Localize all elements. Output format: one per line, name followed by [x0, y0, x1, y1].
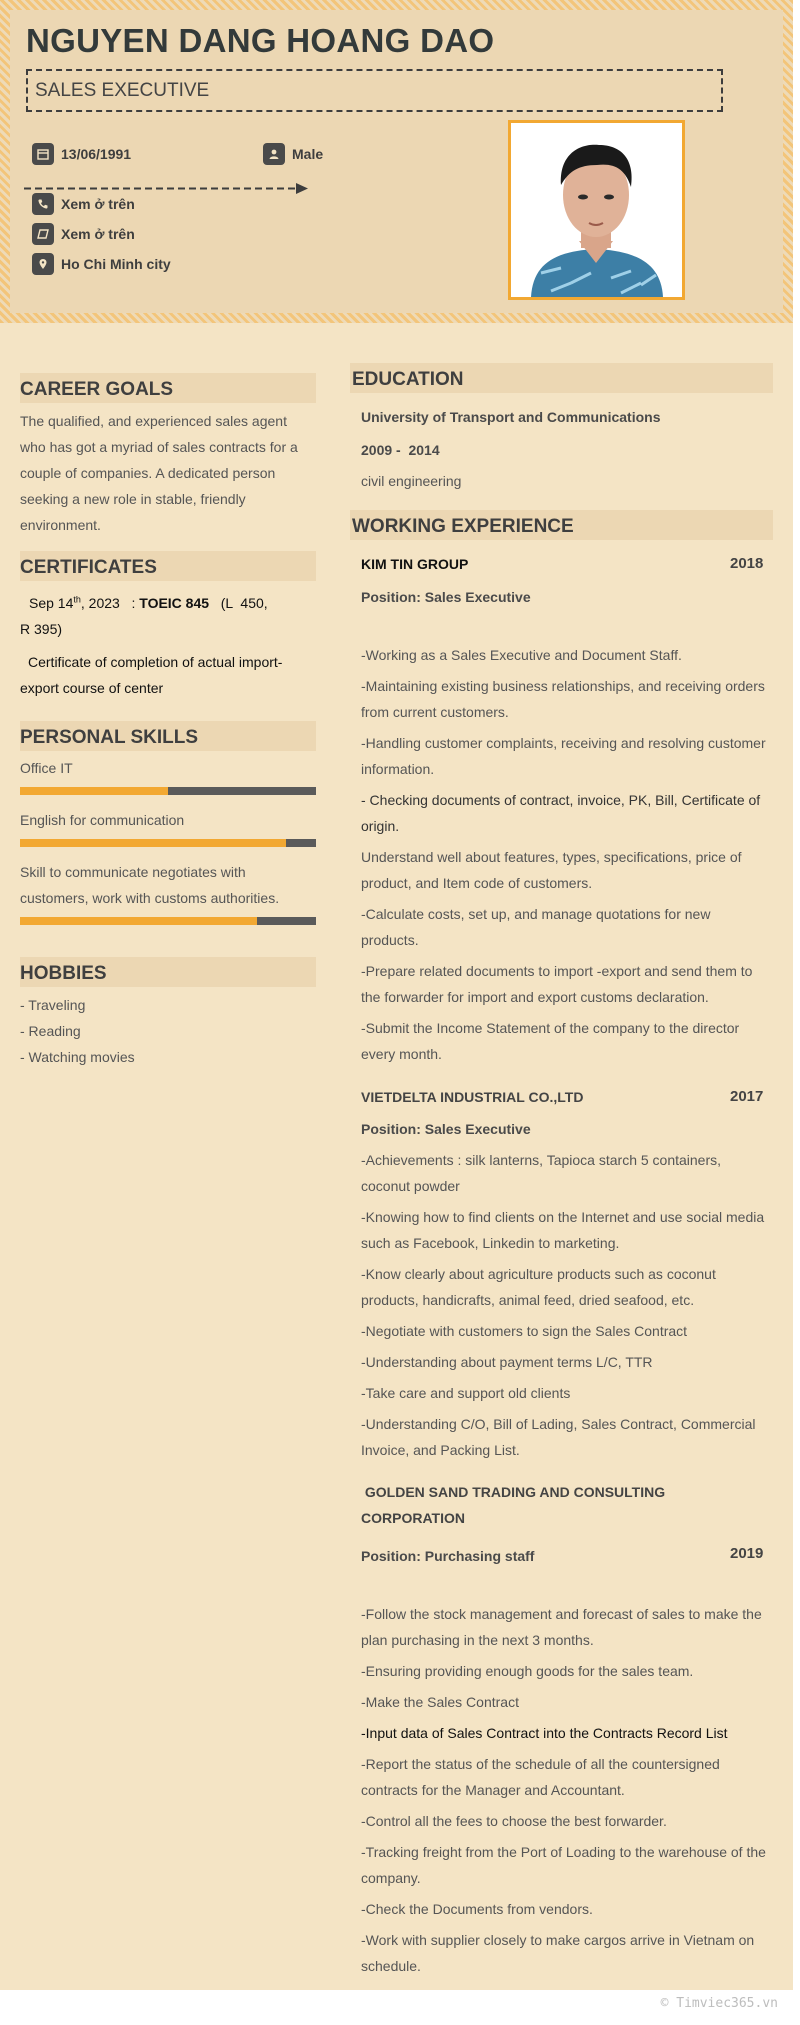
- skill-bar-fill: [20, 917, 257, 925]
- job-duty: -Ensuring providing enough goods for the sales team.: [361, 1663, 694, 1679]
- career-goals-text: The qualified, and experienced sales agent who has got a myriad of sales contracts for a couple of companies. A dedicated person seeking a new role in stable, friendly environment.: [20, 413, 298, 533]
- skill-label-negotiation: Skill to communicate negotiates with customers, work with customs authorities.: [20, 864, 280, 906]
- job-year: 2017: [730, 1088, 764, 1105]
- gender-row: [263, 143, 323, 165]
- job-duties: [361, 1147, 771, 1468]
- hobbies-heading: HOBBIES: [20, 957, 316, 987]
- job-company: VIETDELTA INDUSTRIAL CO.,LTD: [361, 1089, 584, 1105]
- birthdate-value: 13/06/1991: [61, 146, 132, 162]
- map-pin-icon: [32, 253, 54, 275]
- career-goals-heading: CAREER GOALS: [20, 373, 316, 403]
- education-major: civil engineering: [361, 473, 462, 489]
- job-duty: -Report the status of the schedule of all the countersigned contracts for the Manager and Accountant.: [361, 1756, 720, 1798]
- job-duty: -Know clearly about agriculture products such as coconut products, handicrafts, animal feed, dried seafood, etc.: [361, 1266, 716, 1308]
- job-duty: -Understanding about payment terms L/C, TTR: [361, 1354, 653, 1370]
- phone-value: Xem ở trên: [61, 196, 135, 212]
- job-position: Position: Purchasing staff: [361, 1548, 535, 1564]
- job-duties: [361, 1601, 771, 1984]
- job-duty: -Submit the Income Statement of the company to the director every month.: [361, 1020, 740, 1062]
- job-duty: -Prepare related documents to import -export and send them to the forwarder for import and export customs declaration.: [361, 963, 753, 1005]
- cert-date-suffix: th: [73, 594, 81, 605]
- job-duty: - Checking documents of contract, invoice, PK, Bill, Certificate of origin.: [361, 792, 761, 834]
- email-icon: [32, 223, 54, 245]
- job-duty: -Take care and support old clients: [361, 1385, 571, 1401]
- email-row: [32, 223, 135, 245]
- job-year: 2018: [730, 555, 764, 572]
- certificates-heading: CERTIFICATES: [20, 551, 316, 581]
- job-duty: -Work with supplier closely to make cargos arrive in Vietnam on schedule.: [361, 1932, 755, 1974]
- job-company: KIM TIN GROUP: [361, 556, 469, 572]
- job-duty: -Check the Documents from vendors.: [361, 1901, 593, 1917]
- job-duty: -Control all the fees to choose the best forwarder.: [361, 1813, 667, 1829]
- cert-year: , 2023 :: [80, 595, 140, 611]
- job-title: SALES EXECUTIVE: [26, 69, 723, 112]
- address-value: Ho Chi Minh city: [61, 256, 171, 272]
- skill-label-office-it: Office IT: [20, 760, 73, 776]
- job-duty: -Negotiate with customers to sign the Sales Contract: [361, 1323, 688, 1339]
- skill-bar-fill: [20, 787, 168, 795]
- gender-value: Male: [292, 146, 324, 162]
- job-duty: -Working as a Sales Executive and Document Staff.: [361, 647, 682, 663]
- skill-bar-english: [20, 839, 316, 847]
- personal-skills-heading: PERSONAL SKILLS: [20, 721, 316, 751]
- user-icon: [263, 143, 285, 165]
- job-duty: -Input data of Sales Contract into the Contracts Record List: [361, 1725, 728, 1741]
- job-year: 2019: [730, 1545, 764, 1562]
- job-position: Position: Sales Executive: [361, 589, 531, 605]
- phone-row: [32, 193, 135, 215]
- address-row: [32, 253, 171, 275]
- job-duty: -Understanding C/O, Bill of Lading, Sales Contract, Commercial Invoice, and Packing List.: [361, 1416, 756, 1458]
- skill-bar-negotiation: [20, 917, 316, 925]
- email-value: Xem ở trên: [61, 226, 135, 242]
- certificate-toeic: [20, 590, 316, 642]
- education-heading: EDUCATION: [350, 363, 773, 393]
- birthdate-row: [32, 143, 131, 165]
- job-duty: -Knowing how to find clients on the Internet and use social media such as Facebook, Linkedin to marketing.: [361, 1209, 765, 1251]
- job-duty: -Achievements : silk lanterns, Tapioca starch 5 containers, coconut powder: [361, 1152, 722, 1194]
- calendar-icon: [32, 143, 54, 165]
- job-duty: -Handling customer complaints, receiving and resolving customer information.: [361, 735, 766, 777]
- job-duty: -Follow the stock management and forecast of sales to make the plan purchasing in the next 3 months.: [361, 1606, 762, 1648]
- job-duty: -Calculate costs, set up, and manage quotations for new products.: [361, 906, 711, 948]
- skill-bar-fill: [20, 839, 286, 847]
- job-duty: -Tracking freight from the Port of Loading to the warehouse of the company.: [361, 1844, 766, 1886]
- candidate-name: NGUYEN DANG HOANG DAO: [26, 22, 495, 59]
- cert-date: Sep 14: [29, 595, 74, 611]
- hobbies-list: [20, 992, 316, 1070]
- cert-name: TOEIC 845: [139, 595, 210, 611]
- job-company: GOLDEN SAND TRADING AND CONSULTING CORPORATION: [361, 1484, 669, 1526]
- skill-bar-office-it: [20, 787, 316, 795]
- job-duty: Understand well about features, types, specifications, price of product, and Item code of customers.: [361, 849, 742, 891]
- job-duty: -Maintaining existing business relationships, and receiving orders from current customers.: [361, 678, 765, 720]
- hobby-item: - Watching movies: [20, 1049, 135, 1065]
- education-school: University of Transport and Communications: [361, 409, 661, 425]
- cert-score-line2: R 395): [20, 621, 63, 637]
- profile-photo: [508, 120, 685, 300]
- hobby-item: - Traveling: [20, 997, 86, 1013]
- job-duty: -Make the Sales Contract: [361, 1694, 519, 1710]
- working-experience-heading: WORKING EXPERIENCE: [350, 510, 773, 540]
- hobby-item: - Reading: [20, 1023, 81, 1039]
- header: [0, 0, 793, 323]
- cert-score: (L 450,: [209, 595, 268, 611]
- job-duties: [361, 642, 766, 1072]
- education-period: 2009 - 2014: [361, 442, 440, 458]
- skill-label-english: English for communication: [20, 812, 185, 828]
- phone-icon: [32, 193, 54, 215]
- certificate-import-export: Certificate of completion of actual import-export course of center: [20, 654, 283, 696]
- job-position: Position: Sales Executive: [361, 1121, 531, 1137]
- watermark-footer: © Timviec365.vn: [660, 1996, 778, 2011]
